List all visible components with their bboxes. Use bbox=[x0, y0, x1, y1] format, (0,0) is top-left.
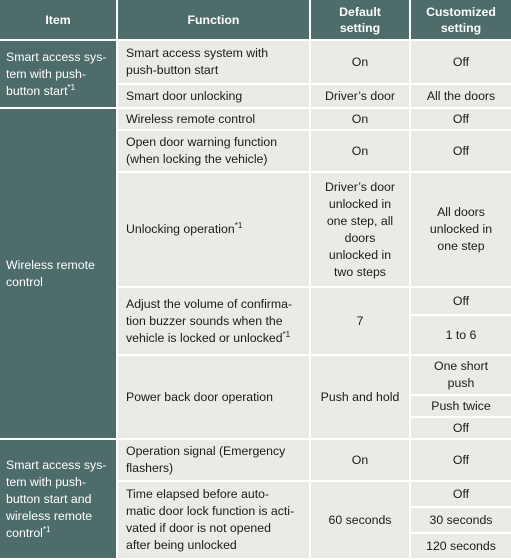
header-custom-line2: setting bbox=[440, 20, 482, 35]
function-label: Operation signal (Emergency flashers) bbox=[126, 444, 286, 475]
default-value: On bbox=[311, 109, 411, 131]
table-row bbox=[0, 41, 511, 85]
default-value: 60 seconds bbox=[311, 482, 411, 560]
custom-value-text: One short push bbox=[434, 359, 488, 390]
custom-value: Off bbox=[411, 440, 511, 482]
custom-value bbox=[411, 356, 511, 396]
item-label: Wireless remote control bbox=[6, 257, 95, 289]
default-value: 7 bbox=[311, 288, 411, 356]
function-cell bbox=[118, 440, 311, 482]
footnote-marker: *1 bbox=[234, 221, 243, 230]
item-cell bbox=[0, 41, 118, 109]
custom-value-text: All doors unlocked in one step bbox=[429, 205, 493, 253]
table-row bbox=[0, 109, 511, 131]
function-cell bbox=[118, 356, 311, 440]
custom-value: Off bbox=[411, 109, 511, 131]
header-function: Function bbox=[118, 0, 311, 41]
custom-value: Off bbox=[411, 131, 511, 173]
custom-value: Push twice bbox=[411, 396, 511, 418]
function-label: Power back door operation bbox=[126, 389, 273, 404]
item-label: Smart access sys- tem with push- button start and wireless remote control bbox=[6, 457, 107, 540]
default-value: On bbox=[311, 440, 411, 482]
function-cell bbox=[118, 85, 311, 109]
header-item: Item bbox=[0, 0, 118, 41]
custom-value bbox=[411, 173, 511, 288]
function-label: Wireless remote control bbox=[126, 111, 256, 126]
function-label: Open door warning function (when locking the vehicle) bbox=[126, 135, 278, 166]
function-label: Time elapsed before auto- matic door lock function is acti- vated if door is not opened after being unlocked bbox=[126, 487, 295, 552]
default-value: Push and hold bbox=[311, 356, 411, 440]
footnote-marker: *1 bbox=[42, 524, 51, 534]
function-label: Adjust the volume of confirma- tion buzzer sounds when the vehicle is locked or unlocked bbox=[126, 296, 293, 345]
table-row bbox=[0, 440, 511, 482]
function-label: Smart door unlocking bbox=[126, 88, 243, 103]
header-custom-line1: Customized bbox=[426, 4, 496, 19]
custom-value: All the doors bbox=[411, 85, 511, 109]
function-label: Smart access system with push-button start bbox=[126, 46, 269, 77]
default-value bbox=[311, 173, 411, 288]
header-customized-setting bbox=[411, 0, 511, 41]
footnote-marker: *1 bbox=[282, 329, 291, 339]
function-cell bbox=[118, 131, 311, 173]
header-default-setting bbox=[311, 0, 411, 41]
custom-value: 30 seconds bbox=[411, 508, 511, 534]
default-value-text: Driver’s door unlocked in one step, all doors unlocked in two steps bbox=[325, 179, 395, 279]
function-cell bbox=[118, 288, 311, 356]
item-cell bbox=[0, 109, 118, 440]
default-value: Driver’s door bbox=[311, 85, 411, 109]
function-cell bbox=[118, 173, 311, 288]
default-value: On bbox=[311, 41, 411, 85]
custom-value: Off bbox=[411, 288, 511, 316]
header-default-line2: setting bbox=[339, 20, 381, 35]
item-label: Smart access sys- tem with push- button start bbox=[6, 49, 107, 98]
custom-value: Off bbox=[411, 41, 511, 85]
item-cell bbox=[0, 440, 118, 560]
header-row bbox=[0, 0, 511, 41]
header-default-line1: Default bbox=[339, 4, 381, 19]
custom-value: Off bbox=[411, 482, 511, 508]
custom-value: Off bbox=[411, 418, 511, 440]
function-cell bbox=[118, 41, 311, 85]
function-cell bbox=[118, 482, 311, 560]
footnote-marker: *1 bbox=[67, 82, 76, 92]
custom-value: 1 to 6 bbox=[411, 316, 511, 356]
function-cell bbox=[118, 109, 311, 131]
custom-value: 120 seconds bbox=[411, 534, 511, 560]
function-label: Unlocking operation bbox=[126, 222, 235, 236]
default-value: On bbox=[311, 131, 411, 173]
